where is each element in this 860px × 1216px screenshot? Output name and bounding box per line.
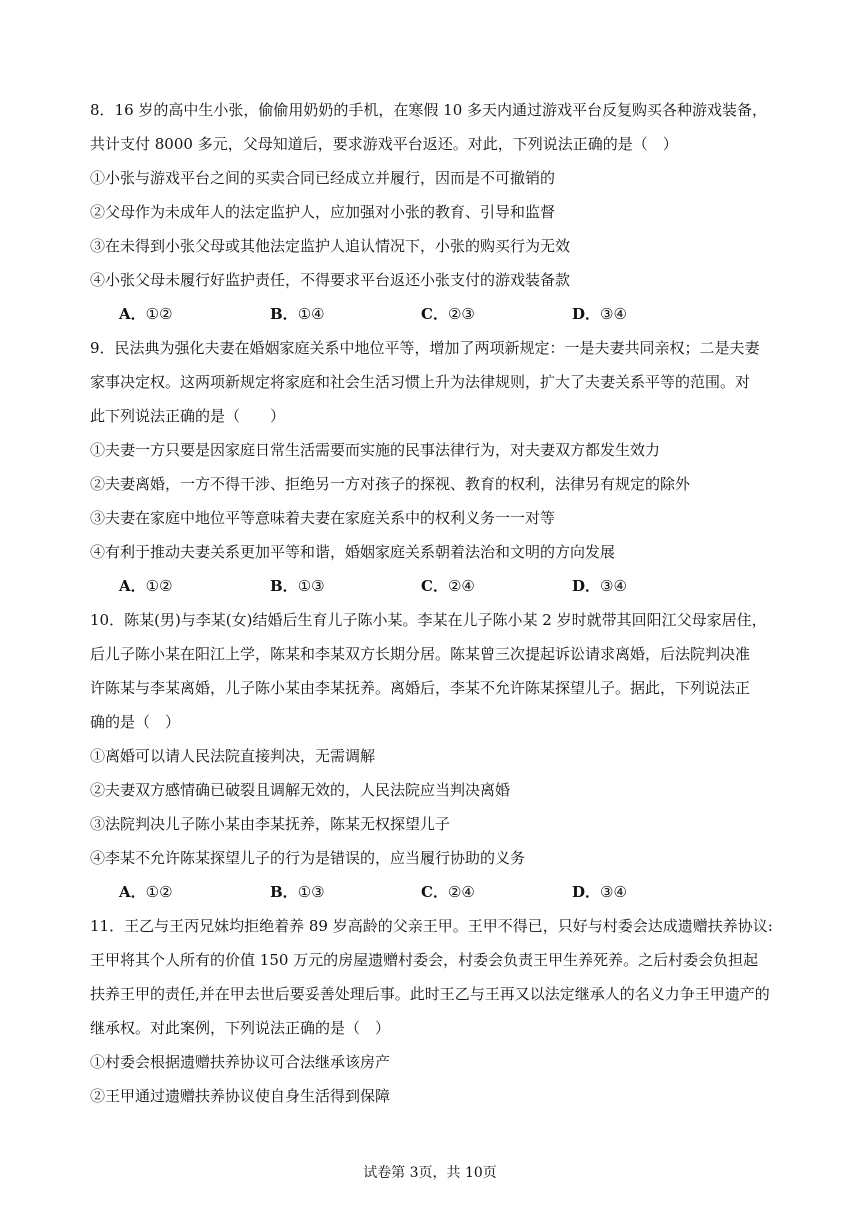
- answer-option[interactable]: [421, 569, 572, 603]
- question-stem-line: 共计支付 8000 多元，父母知道后，要求游戏平台返还。对此，下列说法正确的是（ ）: [90, 135, 678, 153]
- question-block: [90, 93, 780, 331]
- statement-line: ④有利于推动夫妻关系更加平等和谐，婚姻家庭关系朝着法治和文明的方向发展: [90, 543, 616, 561]
- option-letter: B．: [270, 883, 298, 901]
- question-block: [90, 603, 780, 909]
- option-text: ①②: [145, 577, 173, 595]
- answer-option[interactable]: [119, 875, 270, 909]
- option-text: ①④: [297, 305, 325, 323]
- question-stem-line: 王甲将其个人所有的价值 150 万元的房屋遗赠村委会，村委会负责王甲生养死养。之后村委会负担起: [90, 951, 759, 969]
- page-footer: 试卷第 3页，共 10页: [363, 1165, 497, 1181]
- option-text: ①③: [297, 577, 325, 595]
- question-stem-line: 10．陈某(男)与李某(女)结婚后生育儿子陈小某。李某在儿子陈小某 2 岁时就带其回阳江父母家居住，: [90, 611, 767, 629]
- statement-line: ③法院判决儿子陈小某由李某抚养，陈某无权探望儿子: [90, 815, 451, 833]
- statement-line: ②夫妻双方感情确已破裂且调解无效的，人民法院应当判决离婚: [90, 781, 511, 799]
- statement-line: ①离婚可以请人民法院直接判决，无需调解: [90, 747, 376, 765]
- option-text: ①②: [145, 883, 173, 901]
- option-letter: D．: [572, 883, 601, 901]
- statement-line: ③在未得到小张父母或其他法定监护人追认情况下，小张的购买行为无效: [90, 237, 571, 255]
- option-text: ②④: [447, 577, 475, 595]
- answer-option[interactable]: [270, 569, 421, 603]
- answer-option[interactable]: [270, 875, 421, 909]
- question-block: [90, 331, 780, 603]
- option-letter: B．: [270, 577, 298, 595]
- answer-option[interactable]: [572, 297, 723, 331]
- question-stem-line: 此下列说法正确的是（ ）: [90, 407, 286, 425]
- answer-option[interactable]: [119, 569, 270, 603]
- answer-option[interactable]: [270, 297, 421, 331]
- option-letter: D．: [572, 305, 601, 323]
- question-block: [90, 909, 780, 1113]
- answer-option[interactable]: [572, 569, 723, 603]
- option-letter: D．: [572, 577, 601, 595]
- question-stem-line: 11．王乙与王丙兄妹均拒绝着养 89 岁高龄的父亲王甲。王甲不得已，只好与村委会达成遗赠扶养协议:: [90, 917, 773, 935]
- option-text: ③④: [600, 577, 627, 595]
- option-text: ③④: [600, 883, 627, 901]
- question-stem-line: 许陈某与李某离婚，儿子陈小某由李某抚养。离婚后，李某不允许陈某探望儿子。据此，下列说法正: [90, 679, 751, 697]
- statement-line: ④小张父母未履行好监护责任，不得要求平台返还小张支付的游戏装备款: [90, 271, 571, 289]
- answer-option[interactable]: [572, 875, 723, 909]
- question-stem-line: 8．16 岁的高中生小张，偷偷用奶奶的手机，在寒假 10 多天内通过游戏平台反复购买各种游戏装备，: [90, 101, 768, 119]
- option-letter: A．: [119, 883, 146, 901]
- option-text: ③④: [600, 305, 627, 323]
- statement-line: ②王甲通过遗赠扶养协议使自身生活得到保障: [90, 1087, 391, 1105]
- question-stem-line: 后儿子陈小某在阳江上学，陈某和李某双方长期分居。陈某曾三次提起诉讼请求离婚，后法院判决准: [90, 645, 751, 663]
- option-text: ②③: [447, 305, 475, 323]
- question-stem-line: 家事决定权。这两项新规定将家庭和社会生活习惯上升为法律规则，扩大了夫妻关系平等的范围。对: [90, 373, 751, 391]
- question-stem-line: 确的是（ ）: [90, 713, 181, 731]
- option-text: ②④: [447, 883, 475, 901]
- statement-line: ①小张与游戏平台之间的买卖合同已经成立并履行，因而是不可撤销的: [90, 169, 556, 187]
- statement-line: ③夫妻在家庭中地位平等意味着夫妻在家庭关系中的权利义务一一对等: [90, 509, 556, 527]
- answer-option[interactable]: [421, 875, 572, 909]
- answer-options: [90, 297, 780, 331]
- option-letter: C．: [421, 305, 448, 323]
- statement-line: ②父母作为未成年人的法定监护人，应加强对小张的教育、引导和监督: [90, 203, 556, 221]
- option-letter: A．: [119, 305, 146, 323]
- option-letter: C．: [421, 883, 448, 901]
- answer-options: [90, 569, 780, 603]
- option-letter: A．: [119, 577, 146, 595]
- answer-option[interactable]: [421, 297, 572, 331]
- question-list: [90, 93, 780, 1113]
- option-letter: C．: [421, 577, 448, 595]
- answer-options: [90, 875, 780, 909]
- option-letter: B．: [270, 305, 298, 323]
- statement-line: ①村委会根据遗赠扶养协议可合法继承该房产: [90, 1053, 391, 1071]
- option-text: ①③: [297, 883, 325, 901]
- answer-option[interactable]: [119, 297, 270, 331]
- statement-line: ④李某不允许陈某探望儿子的行为是错误的，应当履行协助的义务: [90, 849, 526, 867]
- option-text: ①②: [145, 305, 173, 323]
- statement-line: ②夫妻离婚，一方不得干涉、拒绝另一方对孩子的探视、教育的权利，法律另有规定的除外: [90, 475, 691, 493]
- question-stem-line: 继承权。对此案例，下列说法正确的是（ ）: [90, 1019, 391, 1037]
- question-stem-line: 扶养王甲的责任,并在甲去世后要妥善处理后事。此时王乙与王再又以法定继承人的名义力争王甲遗产的: [90, 985, 770, 1003]
- question-stem-line: 9．民法典为强化夫妻在婚姻家庭关系中地位平等，增加了两项新规定：一是夫妻共同亲权；二是夫妻: [90, 339, 760, 357]
- statement-line: ①夫妻一方只要是因家庭日常生活需要而实施的民事法律行为，对夫妻双方都发生效力: [90, 441, 661, 459]
